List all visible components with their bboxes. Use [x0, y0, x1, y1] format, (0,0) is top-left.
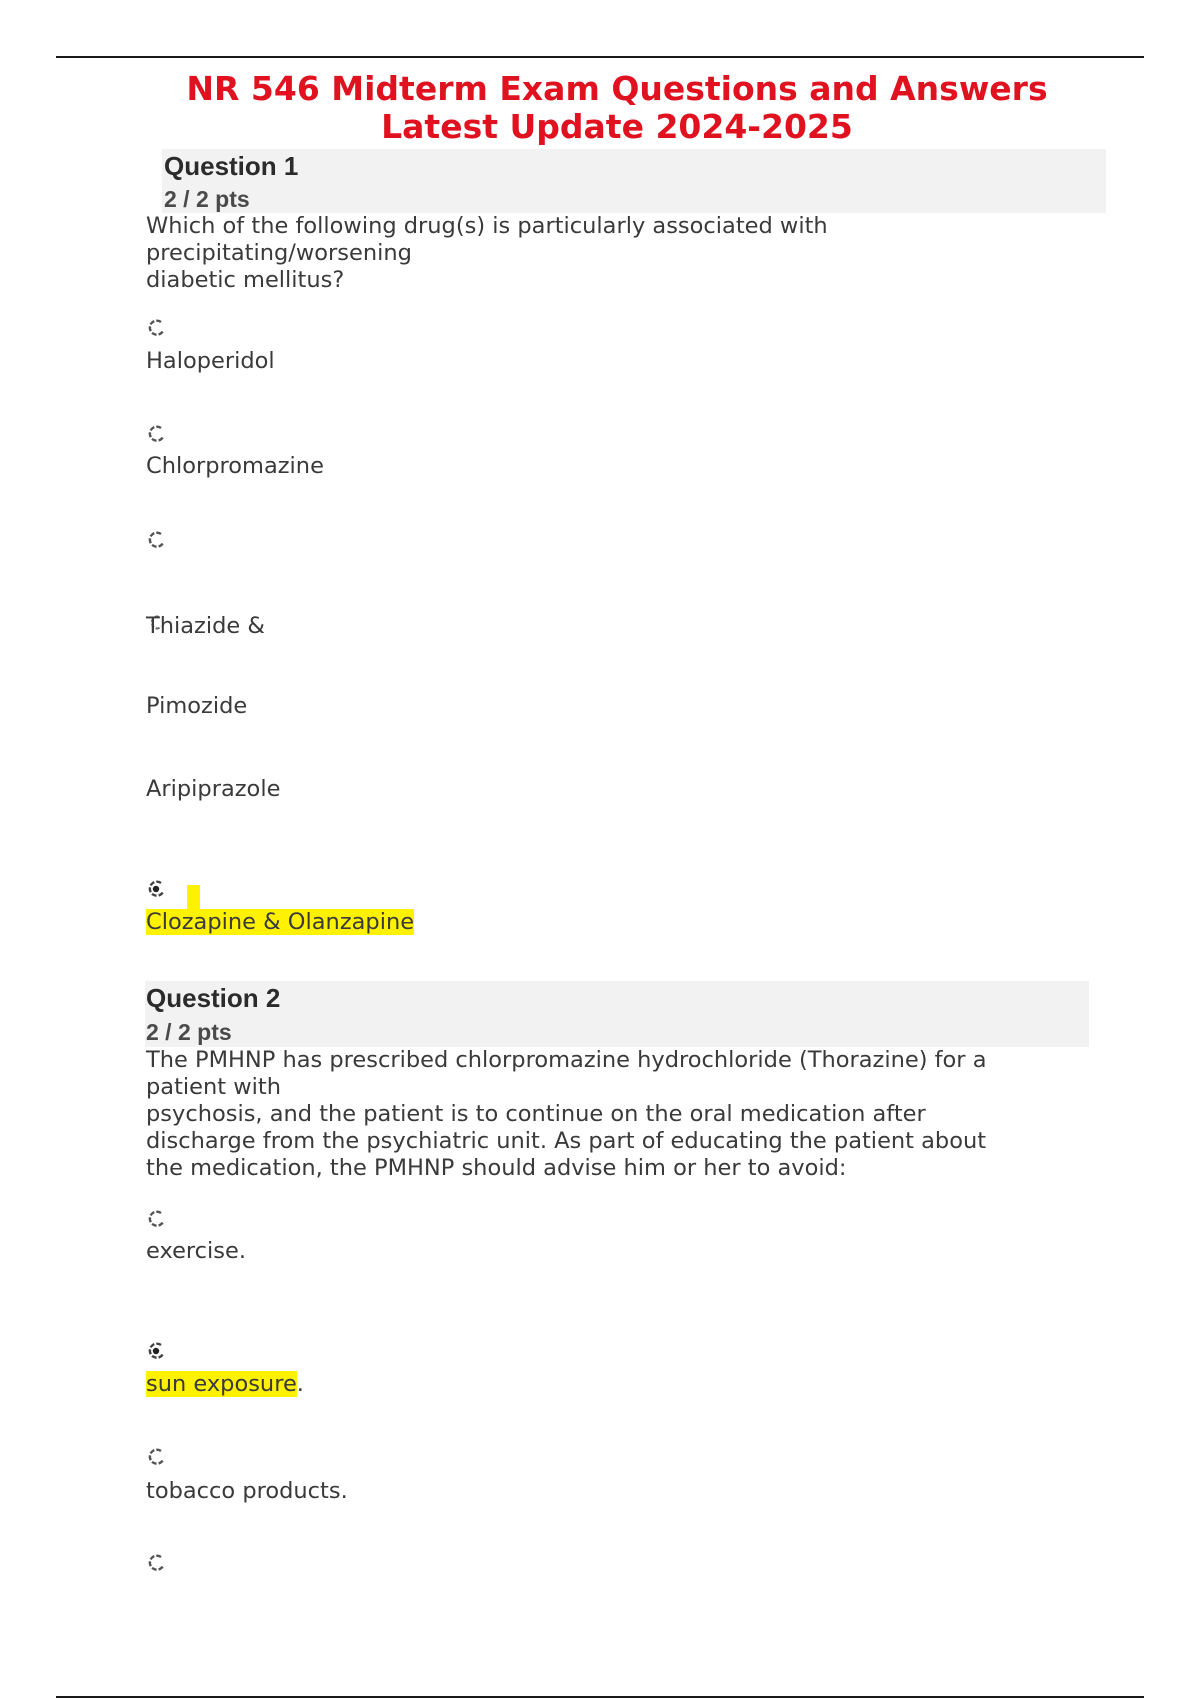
q1-option-6-label: [146, 908, 414, 936]
question-2-text-line: patient with: [146, 1074, 281, 1100]
highlight-marker: [187, 885, 200, 909]
q1-option-3-label: Thiazide &: [146, 613, 265, 639]
question-2-text-line: psychosis, and the patient is to continue on the oral medication after: [146, 1101, 926, 1127]
q2-option-3-radio-icon[interactable]: [146, 1447, 166, 1467]
question-1-text-line: precipitating/worsening: [146, 240, 412, 266]
question-1-text-line: Which of the following drug(s) is particularly associated with: [146, 213, 828, 239]
q1-option-4-label: Pimozide: [146, 693, 248, 719]
q1-option-1-label: Haloperidol: [146, 348, 275, 374]
top-rule: [56, 56, 1144, 58]
q2-option-2-suffix: .: [296, 1371, 304, 1397]
q1-option-5-label: Aripiprazole: [146, 776, 281, 802]
q1-option-1-radio-icon[interactable]: [146, 318, 166, 338]
q1-option-3-radio-icon[interactable]: [146, 530, 166, 550]
question-2-text: [146, 1047, 1096, 1182]
q2-option-4-radio-icon[interactable]: [146, 1553, 166, 1573]
question-2-text-line: the medication, the PMHNP should advise him or her to avoid:: [146, 1155, 847, 1181]
q2-option-1-radio-icon[interactable]: [146, 1209, 166, 1229]
q1-option-2-radio-icon[interactable]: [146, 424, 166, 444]
q1-option-2-label: Chlorpromazine: [146, 453, 324, 479]
question-2-points: 2 / 2 pts: [146, 1019, 232, 1045]
q1-option-6-radio-selected-icon[interactable]: [146, 879, 166, 899]
q2-selected-answer: sun exposure: [146, 1371, 297, 1397]
question-1-title: Question 1: [164, 151, 299, 181]
q2-option-2-radio-selected-icon[interactable]: [146, 1341, 166, 1361]
question-2-header: [145, 981, 1089, 1047]
bottom-rule: [56, 1696, 1144, 1698]
question-1-header: [162, 149, 1106, 213]
title-line-1: NR 546 Midterm Exam Questions and Answers: [186, 69, 1048, 108]
q2-option-2-label: [146, 1370, 304, 1398]
title-line-2: Latest Update 2024-2025: [381, 107, 853, 146]
question-2-text-line: The PMHNP has prescribed chlorpromazine hydrochloride (Thorazine) for a: [146, 1047, 987, 1073]
q2-option-3-label: tobacco products.: [146, 1478, 348, 1504]
document-title: [0, 70, 1200, 146]
question-1-points: 2 / 2 pts: [164, 186, 250, 212]
question-2-text-line: discharge from the psychiatric unit. As part of educating the patient about: [146, 1128, 987, 1154]
question-2-title: Question 2: [146, 983, 281, 1013]
q2-option-1-label: exercise.: [146, 1238, 247, 1264]
question-1-text-line: diabetic mellitus?: [146, 267, 345, 293]
q1-selected-answer: Clozapine & Olanzapine: [146, 909, 415, 935]
question-1-text: [146, 213, 1096, 294]
